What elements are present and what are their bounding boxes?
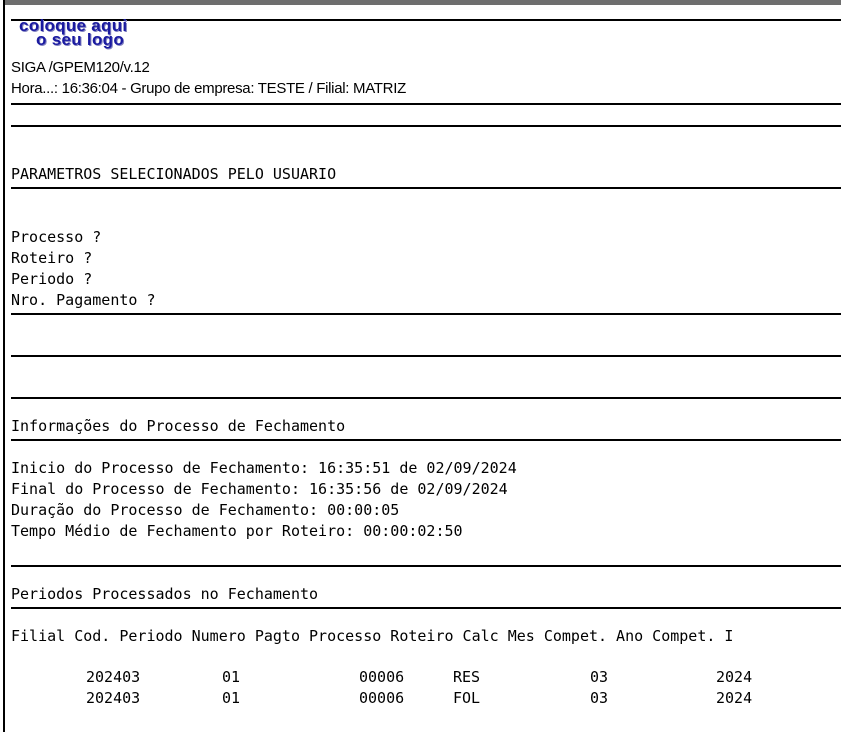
cell-numero: 01 bbox=[222, 668, 241, 686]
rule bbox=[11, 565, 841, 567]
rule bbox=[11, 355, 841, 357]
info-section-title: Informações do Processo de Fechamento bbox=[11, 417, 346, 435]
program-id: SIGA /GPEM120/v.12 bbox=[11, 59, 150, 76]
rule bbox=[11, 607, 841, 609]
rule bbox=[11, 397, 841, 399]
rule bbox=[11, 313, 841, 315]
cell-processo: 00006 bbox=[359, 668, 405, 686]
logo-line-2: o seu logo bbox=[36, 30, 124, 49]
report-page bbox=[3, 0, 841, 732]
rule bbox=[11, 125, 841, 127]
info-average: Tempo Médio de Fechamento por Roteiro: 00:00:02:50 bbox=[11, 522, 463, 540]
cell-roteiro: RES bbox=[453, 668, 481, 686]
param-periodo: Periodo ? bbox=[11, 270, 93, 288]
periods-section-title: Periodos Processados no Fechamento bbox=[11, 585, 319, 603]
report-header-info: Hora...: 16:36:04 - Grupo de empresa: TESTE / Filial: MATRIZ bbox=[11, 80, 406, 97]
info-start: Inicio do Processo de Fechamento: 16:35:51 de 02/09/2024 bbox=[11, 459, 517, 477]
cell-mes: 03 bbox=[590, 689, 609, 707]
param-processo: Processo ? bbox=[11, 228, 102, 246]
cell-periodo: 202403 bbox=[86, 668, 141, 686]
cell-processo: 00006 bbox=[359, 689, 405, 707]
cell-mes: 03 bbox=[590, 668, 609, 686]
rule bbox=[11, 103, 841, 105]
rule bbox=[11, 439, 841, 441]
info-duration: Duração do Processo de Fechamento: 00:00:05 bbox=[11, 501, 400, 519]
periods-table-header: Filial Cod. Periodo Numero Pagto Processo Roteiro Calc Mes Compet. Ano Compet. I bbox=[11, 627, 734, 645]
param-nro-pagamento: Nro. Pagamento ? bbox=[11, 291, 156, 309]
info-end: Final do Processo de Fechamento: 16:35:56 de 02/09/2024 bbox=[11, 480, 508, 498]
params-title: PARAMETROS SELECIONADOS PELO USUARIO bbox=[11, 165, 337, 183]
cell-roteiro: FOL bbox=[453, 689, 481, 707]
param-roteiro: Roteiro ? bbox=[11, 249, 93, 267]
rule bbox=[11, 187, 841, 189]
cell-ano: 2024 bbox=[716, 689, 753, 707]
cell-numero: 01 bbox=[222, 689, 241, 707]
cell-ano: 2024 bbox=[716, 668, 753, 686]
company-logo bbox=[19, 16, 169, 53]
top-border bbox=[5, 0, 841, 5]
cell-periodo: 202403 bbox=[86, 689, 141, 707]
logo-line-1: coloque aqui bbox=[19, 16, 128, 35]
